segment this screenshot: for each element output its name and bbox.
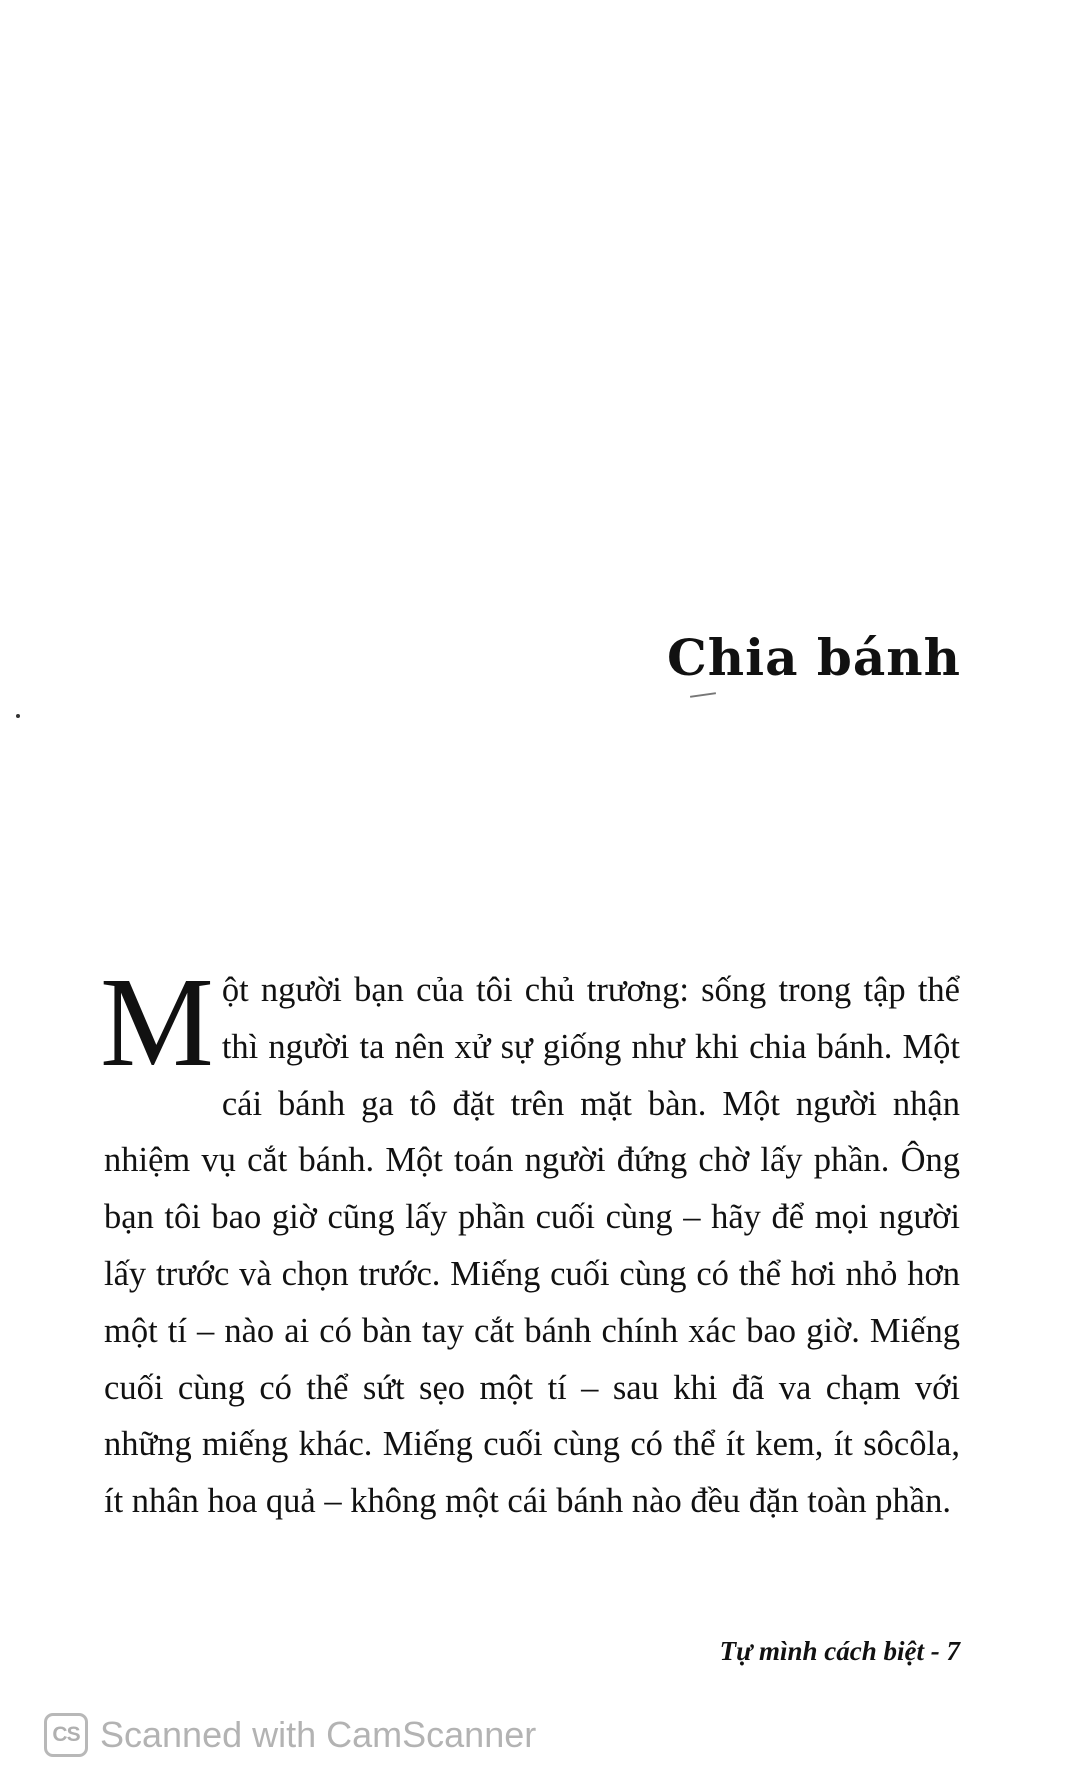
camscanner-watermark — [44, 1709, 536, 1761]
paragraph-text: ột người bạn của tôi chủ trương: sống trong tập thể thì người ta nên xử sự giống như khi chia bánh. Một cái bánh ga tô đặt trên mặt bàn. Một người nhận nhiệm vụ cắt bánh. Một toán người đứng chờ lấy phần. Ông bạn tôi bao giờ cũng lấy phần cuối cùng – hãy để mọi người lấy trước và chọn trước. Miếng cuối cùng có thể hơi nhỏ hơn một tí – nào ai có bàn tay cắt bánh chính xác bao giờ. Miếng cuối cùng có thể sứt sẹo một tí – sau khi đã va chạm với những miếng khác. Miếng cuối cùng có thể ít kem, ít sôcôla, ít nhân hoa quả – không một cái bánh nào đều đặn toàn phần. — [104, 971, 960, 1521]
page-footer: Tự mình cách biệt - 7 — [719, 1636, 960, 1666]
scan-speck — [16, 714, 20, 718]
body-paragraph — [100, 951, 960, 1530]
chapter-title: Chia bánh — [666, 628, 961, 687]
scan-mark — [690, 692, 716, 698]
watermark-text: Scanned with CamScanner — [100, 1714, 537, 1755]
drop-cap: M — [100, 951, 214, 1093]
camscanner-logo-icon: CS — [44, 1713, 88, 1757]
